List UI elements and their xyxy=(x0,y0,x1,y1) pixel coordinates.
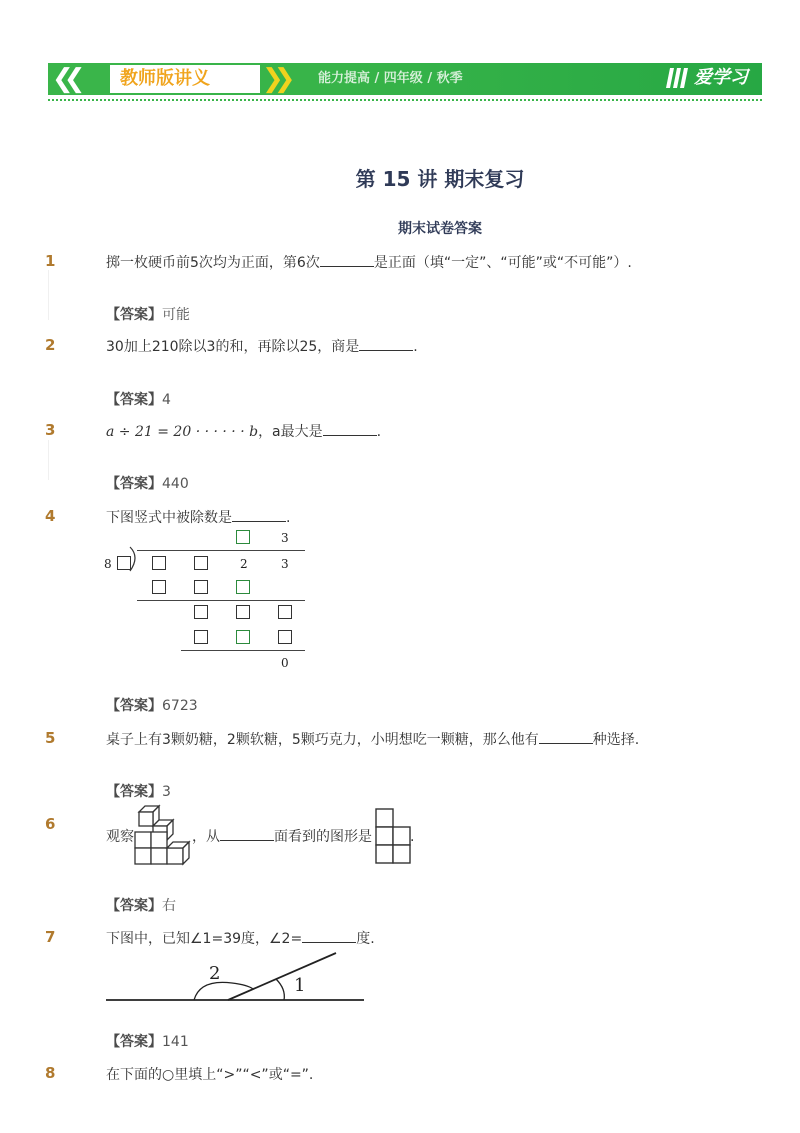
brand-name: 爱学习 xyxy=(694,67,748,88)
division-bar xyxy=(137,550,305,551)
digit-box xyxy=(278,605,292,619)
header-banner xyxy=(48,63,762,95)
margin-rule xyxy=(48,270,49,320)
answer-line: 【答案】右 xyxy=(106,898,176,914)
view-grid-figure xyxy=(375,808,411,864)
lesson-title: 第 15 讲 期末复习 xyxy=(355,167,525,191)
answer-blank xyxy=(320,254,374,267)
double-chevron-right-icon: ❯❯ xyxy=(262,64,286,94)
angle-1-label: 1 xyxy=(294,975,306,996)
answer-line: 【答案】141 xyxy=(106,1034,189,1050)
digit-box xyxy=(194,556,208,570)
dividend-digit: 3 xyxy=(281,557,289,571)
breadcrumb: 能力提高 / 四年级 / 秋季 xyxy=(318,71,463,86)
digit-box xyxy=(194,580,208,594)
margin-rule xyxy=(48,440,49,480)
answer-blank xyxy=(232,509,286,522)
brand-logo-icon xyxy=(664,66,690,90)
answer-blank xyxy=(302,930,356,943)
division-bracket xyxy=(128,545,142,573)
question-number: 3 xyxy=(45,421,56,439)
digit-box xyxy=(278,630,292,644)
subtraction-bar xyxy=(181,650,305,651)
answer-line: 【答案】可能 xyxy=(106,307,190,323)
answer-line: 【答案】3 xyxy=(106,784,171,800)
answer-blank xyxy=(359,338,413,351)
question-number: 2 xyxy=(45,336,56,354)
digit-box xyxy=(236,530,250,544)
answer-blank xyxy=(323,423,377,436)
divisor-digit: 8 xyxy=(104,557,112,571)
answer-blank xyxy=(539,731,593,744)
digit-box xyxy=(152,556,166,570)
question-number: 7 xyxy=(45,928,56,946)
question-text: a ÷ 21 = 20 · · · · · · b，a最大是 . xyxy=(106,424,382,440)
angle-diagram xyxy=(100,945,370,1009)
cube-stack-figure xyxy=(133,804,191,868)
digit-box xyxy=(194,630,208,644)
question-text: 掷一枚硬币前5次均为正面，第6次 是正面（填“一定”、“可能”或“不可能”）. xyxy=(106,255,632,271)
question-number: 1 xyxy=(45,252,56,270)
digit-box xyxy=(236,630,250,644)
quotient-digit: 3 xyxy=(281,531,289,545)
question-text: 30加上210除以3的和，再除以25，商是 . xyxy=(106,339,418,355)
question-number: 5 xyxy=(45,729,56,747)
answer-line: 【答案】440 xyxy=(106,476,189,492)
remainder-digit: 0 xyxy=(281,656,289,670)
question-text: 下图竖式中被除数是 . xyxy=(106,510,291,526)
question-number: 8 xyxy=(45,1064,56,1082)
digit-box xyxy=(194,605,208,619)
dividend-digit: 2 xyxy=(240,557,248,571)
answer-line: 【答案】4 xyxy=(106,392,171,408)
digit-box xyxy=(236,580,250,594)
digit-box xyxy=(236,605,250,619)
question-text: 观察 ，从 面看到的图形是 . xyxy=(106,829,415,845)
answer-line: 【答案】6723 xyxy=(106,698,198,714)
subtraction-bar xyxy=(137,600,305,601)
angle-2-label: 2 xyxy=(209,963,221,984)
digit-box xyxy=(152,580,166,594)
double-chevron-left-icon: ❮❮ xyxy=(52,64,76,94)
question-text: 桌子上有3颗奶糖，2颗软糖，5颗巧克力，小明想吃一颗糖，那么他有 种选择. xyxy=(106,732,640,748)
question-number: 4 xyxy=(45,507,56,525)
question-number: 6 xyxy=(45,815,56,833)
header-divider xyxy=(48,99,762,101)
section-title: 期末试卷答案 xyxy=(398,221,482,237)
question-text: 在下面的○里填上“>”“<”或“=”. xyxy=(106,1067,314,1083)
question-text: 下图中，已知∠1=39度，∠2= 度. xyxy=(106,931,375,947)
handout-title: 教师版讲义 xyxy=(120,68,210,89)
answer-blank xyxy=(220,828,274,841)
